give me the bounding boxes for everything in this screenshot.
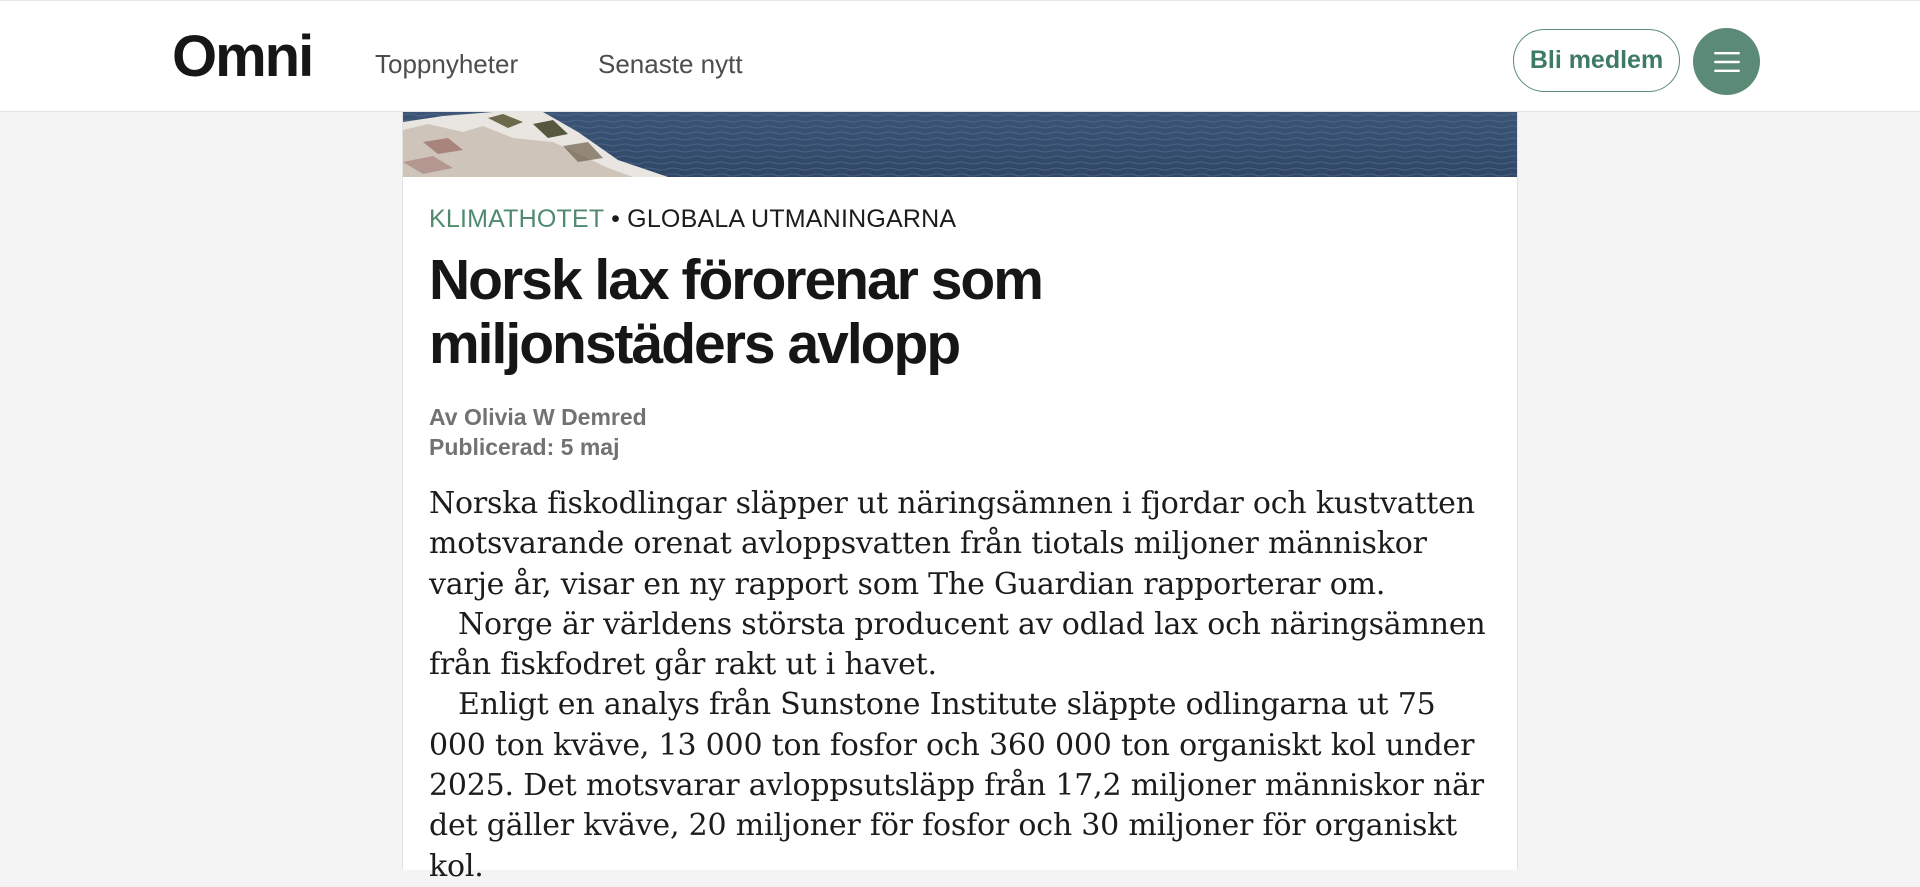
nav-link-latest-news[interactable]: Senaste nytt — [598, 49, 743, 79]
article-paragraph: Norska fiskodlingar släpper ut näringsämnen i fjordar och kustvatten motsvarande orenat avloppsvatten från tiotals miljoner människor varje år, visar en ny rapport som The Guardian rapporterar om. — [429, 486, 1475, 602]
article-kicker — [429, 204, 956, 234]
nav-link-top-news[interactable]: Toppnyheter — [375, 49, 519, 79]
omni-logo[interactable]: Omni — [172, 24, 313, 89]
article-byline — [429, 402, 647, 462]
article-title: Norsk lax förorenar som miljonstäders avlopp — [429, 248, 1042, 376]
become-member-button[interactable]: Bli medlem — [1513, 29, 1680, 92]
hamburger-icon — [1712, 49, 1742, 75]
kicker-separator: • — [611, 205, 621, 233]
author-name: Av Olivia W Demred — [429, 404, 647, 430]
subcategory-label[interactable]: GLOBALA UTMANINGARNA — [627, 205, 957, 233]
category-label[interactable]: KLIMATHOTET — [429, 205, 604, 233]
article-body — [429, 484, 1497, 887]
article-card — [402, 112, 1518, 884]
article-paragraph: Norge är världens största producent av odlad lax och näringsämnen från fiskfodret går rakt ut i havet. — [429, 606, 1486, 683]
top-navigation-bar — [0, 0, 1920, 112]
menu-button[interactable] — [1693, 28, 1760, 95]
article-hero-image — [403, 112, 1517, 177]
publish-date: Publicerad: 5 maj — [429, 434, 620, 460]
article-paragraph: Enligt en analys från Sunstone Institute släppte odlingarna ut 75 000 ton kväve, 13 000 ton fosfor och 360 000 ton organiskt kol under 2025. Det motsvarar avloppsutsläpp från 17,2 miljoner människor när det gäller kväve, 20 miljoner för fosfor och 30 miljoner för organiskt kol. — [429, 687, 1484, 884]
